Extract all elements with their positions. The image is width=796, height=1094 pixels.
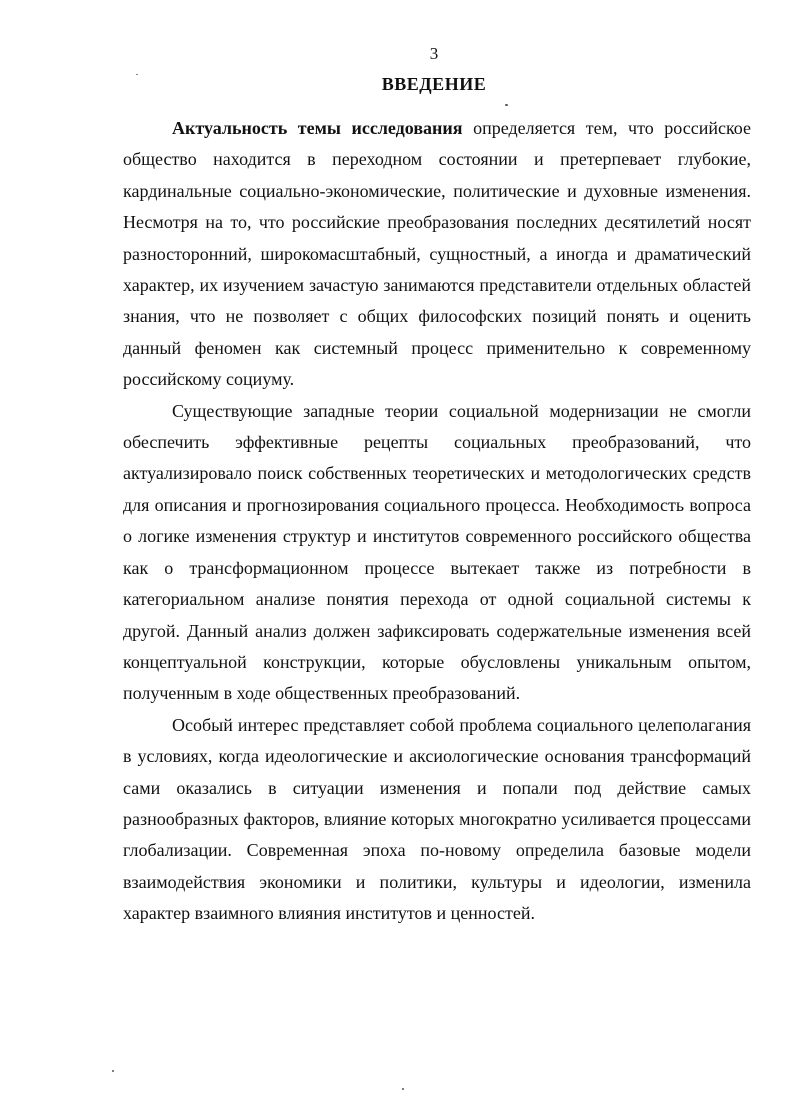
paragraph-text: Существующие западные теории социальной модернизации не смогли обеспечить эффективные рецепты социальных преобразований, что актуализировало поиск собственных теоретических и методологических средств для описания и прогнозирования социального процесса. Необходимость вопроса о логике изменения структур и институтов современного российского общества как о трансформационном процессе вытекает также из потребности в категориальном анализе понятия перехода от одной социальной системы к другой. Данный анализ должен зафиксировать содержательные изменения всей концептуальной конструкции, которые обусловлены уникальным опытом, полученным в ходе общественных преобразований. bbox=[123, 400, 751, 704]
page-number: 3 bbox=[429, 44, 439, 63]
paragraph-goal-setting bbox=[123, 710, 751, 930]
document-body bbox=[123, 113, 751, 930]
paragraph-lead: Актуальность темы исследования bbox=[172, 118, 463, 138]
section-heading: ВВЕДЕНИЕ bbox=[381, 74, 487, 94]
paragraph-text: определяется тем, что российское общество находится в переходном состоянии и претерпевает глубокие, кардинальные социально-экономические, политические и духовные изменения. Несмотря на то, что российские преобразования последних десятилетий носят разносторонний, широкомасштабный, сущностный, а иногда и драматический характер, их изучением зачастую занимаются представители отдельных областей знания, что не позволяет с общих философских позиций понять и оценить данный феномен как системный процесс применительно к современному российскому социуму. bbox=[123, 118, 751, 390]
paragraph-western-theories bbox=[123, 396, 751, 710]
scan-speck bbox=[402, 1088, 404, 1090]
scan-speck bbox=[505, 104, 508, 106]
paragraph-text: Особый интерес представляет собой проблема социального целеполагания в условиях, когда идеологические и аксиологические основания трансформаций сами оказались в ситуации изменения и попали под действие самых разнообразных факторов, влияние которых многократно усиливается процессами глобализации. Современная эпоха по-новому определила базовые модели взаимодействия экономики и политики, культуры и идеологии, изменила характер взаимного влияния институтов и ценностей. bbox=[123, 714, 751, 924]
paragraph-relevance bbox=[123, 113, 751, 396]
scan-speck bbox=[112, 1070, 114, 1072]
scan-speck bbox=[136, 74, 138, 75]
